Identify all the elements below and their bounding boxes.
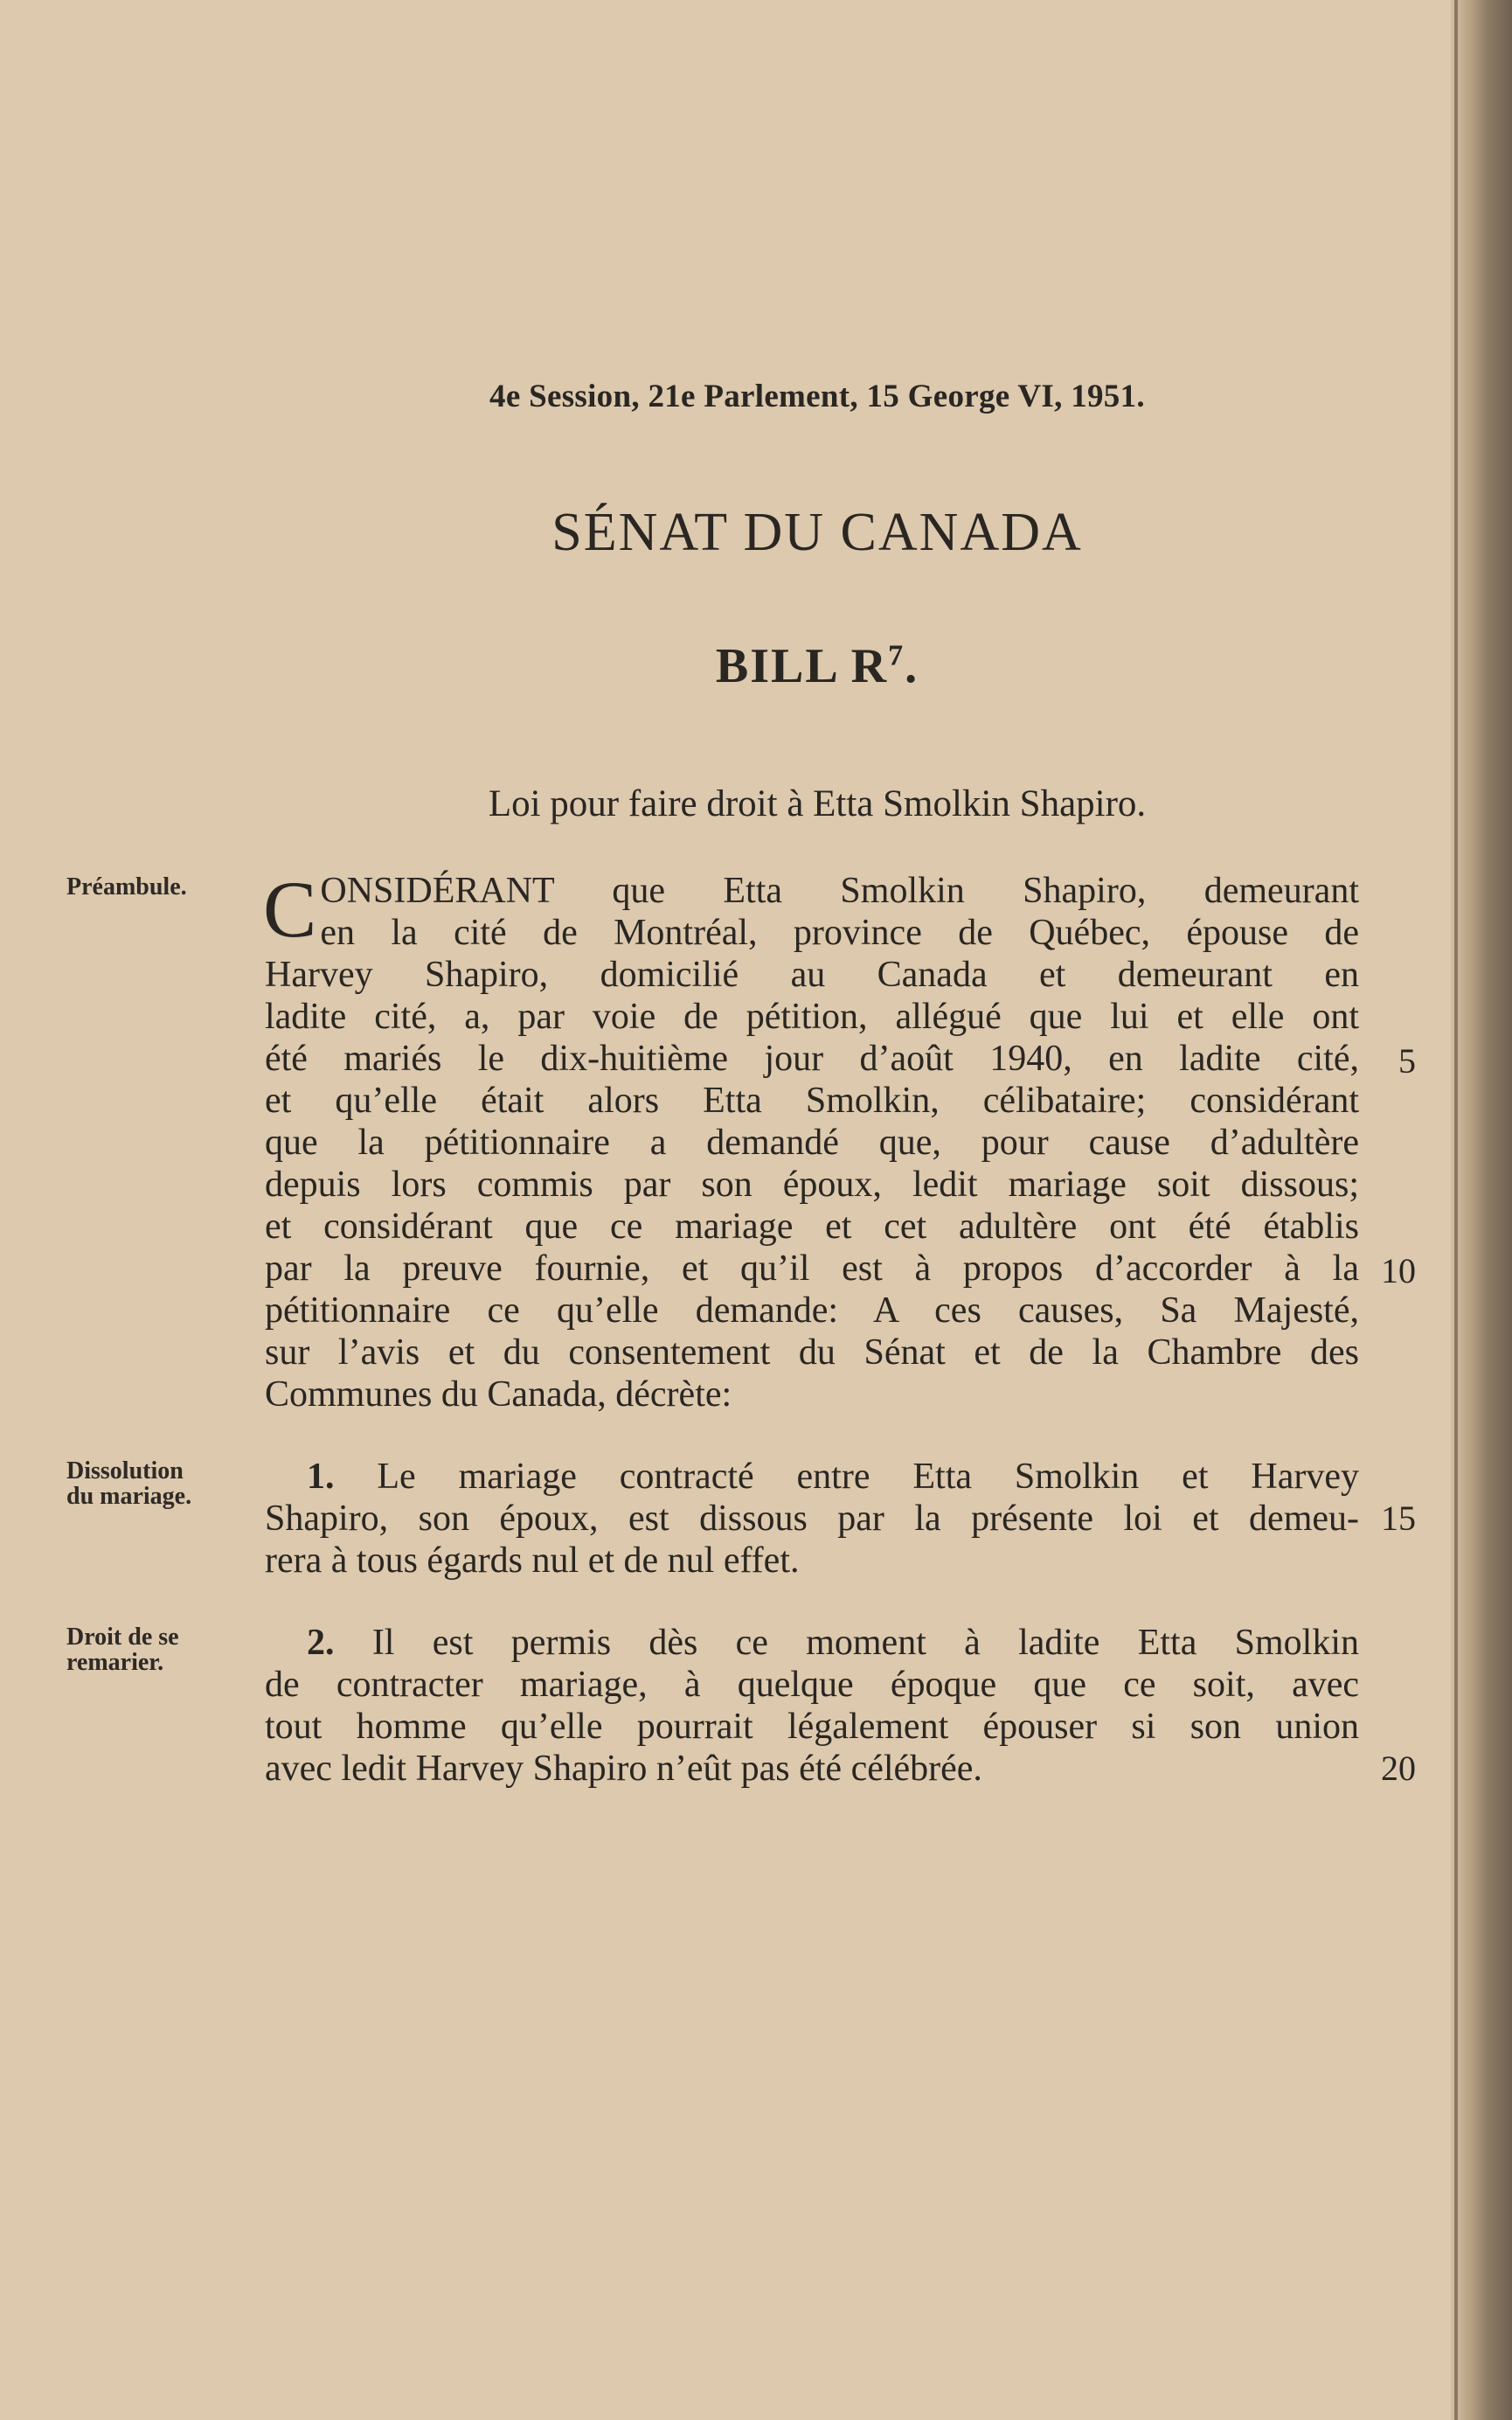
- preamble-line: depuis lors commis par son époux, ledit mariage soit dissous;: [265, 1165, 1359, 1205]
- margin-note-line: du mariage.: [66, 1483, 192, 1510]
- preamble-line: été mariés le dix-huitième jour d’août 1940, en ladite cité,: [265, 1039, 1359, 1079]
- section-line: Shapiro, son époux, est dissous par la présente loi et demeu-: [265, 1499, 1359, 1539]
- preamble-line: que la pétitionnaire a demandé que, pour cause d’adultère: [265, 1123, 1359, 1163]
- line-number: 20: [1381, 1749, 1416, 1788]
- section-line: [265, 1622, 1359, 1664]
- section-line-text: Il est permis dès ce moment à ladite Etta Smolkin: [371, 1623, 1359, 1663]
- preamble-line: en la cité de Montréal, province de Québec, épouse de: [320, 913, 1359, 953]
- section-2-text: [265, 1622, 1359, 1790]
- line-number: 10: [1381, 1251, 1416, 1290]
- session-line: 4e Session, 21e Parlement, 15 George VI, 1951.: [489, 379, 1145, 414]
- preamble-line: et considérant que ce mariage et cet adultère ont été établis: [265, 1207, 1359, 1247]
- margin-note-dissolution: [66, 1458, 232, 1509]
- section-line: de contracter mariage, à quelque époque que ce soit, avec: [265, 1665, 1359, 1705]
- section-number: 1.: [307, 1457, 335, 1497]
- dropcap: C: [263, 865, 317, 954]
- bill-period: .: [905, 639, 919, 693]
- preamble-line: par la preuve fournie, et qu’il est à propos d’accorder à la: [265, 1248, 1359, 1289]
- chamber-title: SÉNAT DU CANADA: [551, 503, 1083, 562]
- preamble-line: Communes du Canada, décrète:: [265, 1374, 732, 1415]
- page-edge: [1451, 0, 1512, 2420]
- page-binding-line: [1454, 0, 1458, 2420]
- margin-note-line: remarier.: [66, 1649, 164, 1676]
- margin-note-line: Dissolution: [66, 1457, 184, 1485]
- margin-note-preamble: Préambule.: [66, 873, 187, 901]
- section-number: 2.: [307, 1623, 335, 1663]
- section-1-text: [265, 1456, 1359, 1582]
- section-line: rera à tous égards nul et de nul effet.: [265, 1540, 800, 1581]
- margin-note-line: Droit de se: [66, 1624, 179, 1651]
- bill-label: BILL R: [715, 639, 889, 693]
- preamble-line: Harvey Shapiro, domicilié au Canada et demeurant en: [265, 955, 1359, 995]
- preamble-text: [263, 865, 1359, 1415]
- bill-superscript: 7: [888, 639, 905, 672]
- preamble-line: ladite cité, a, par voie de pétition, allégué que lui et elle ont: [265, 997, 1359, 1037]
- bill-number: [0, 638, 1512, 694]
- section-line: avec ledit Harvey Shapiro n’eût pas été célébrée.: [265, 1749, 982, 1789]
- line-number: 5: [1398, 1041, 1416, 1081]
- preamble-line: et qu’elle était alors Etta Smolkin, célibataire; considérant: [265, 1081, 1359, 1121]
- section-line-text: Le mariage contracté entre Etta Smolkin et Harvey: [377, 1457, 1359, 1497]
- line-number: 15: [1381, 1499, 1416, 1538]
- preamble-line: pétitionnaire ce qu’elle demande: A ces causes, Sa Majesté,: [265, 1290, 1359, 1331]
- preamble-line: sur l’avis et du consentement du Sénat et de la Chambre des: [265, 1332, 1359, 1373]
- section-line: tout homme qu’elle pourrait légalement épouser si son union: [265, 1707, 1359, 1747]
- preamble-line: ONSIDÉRANT que Etta Smolkin Shapiro, demeurant: [320, 871, 1359, 911]
- act-title: Loi pour faire droit à Etta Smolkin Shapiro.: [488, 783, 1147, 824]
- section-line: [265, 1456, 1359, 1498]
- margin-note-remarry: [66, 1624, 232, 1675]
